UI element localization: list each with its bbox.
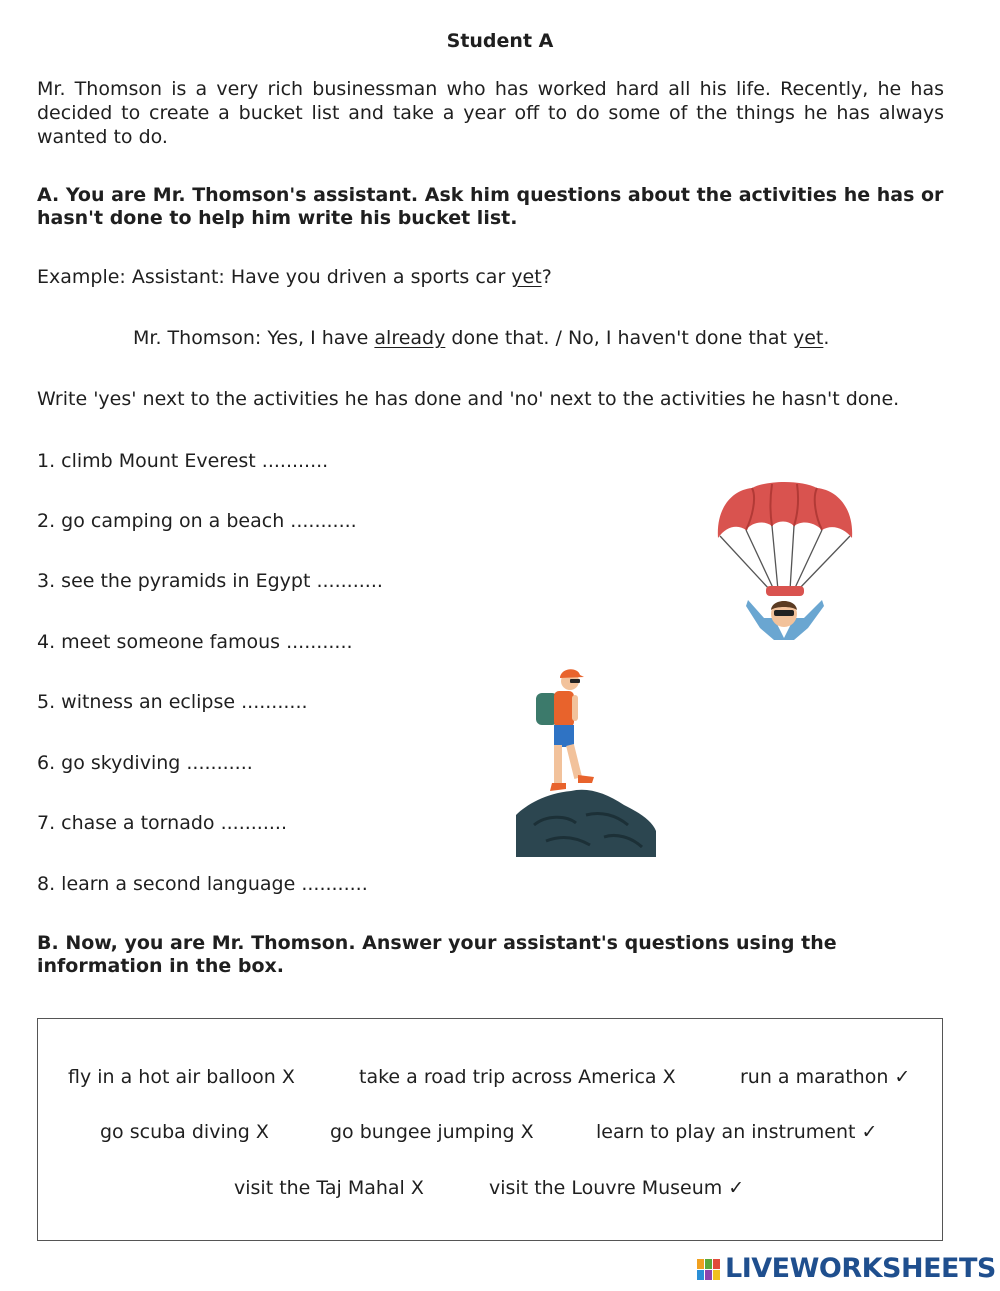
- example-answer-period: .: [823, 327, 830, 349]
- box-item: take a road trip across America X: [359, 1066, 676, 1088]
- example-answer: [133, 327, 829, 349]
- box-item: run a marathon ✓: [740, 1066, 911, 1088]
- box-item: visit the Taj Mahal X: [234, 1177, 424, 1199]
- parachute-canopy: [718, 482, 852, 538]
- activity-item-3[interactable]: 3. see the pyramids in Egypt ...........: [37, 570, 383, 592]
- box-item: go bungee jumping X: [330, 1121, 534, 1143]
- box-item: fly in a hot air balloon X: [68, 1066, 295, 1088]
- logo-text: LIVEWORKSHEETS: [725, 1253, 996, 1284]
- example-answer-middle: done that. / No, I haven't done that: [445, 327, 793, 349]
- section-a-heading: A. You are Mr. Thomson's assistant. Ask him questions about the activities he has or hasn't done to help him write his bucket list.: [37, 184, 944, 229]
- instruction: Write 'yes' next to the activities he has done and 'no' next to the activities he hasn't done.: [37, 388, 900, 410]
- activity-item-4[interactable]: 4. meet someone famous ...........: [37, 631, 353, 653]
- box-item: go scuba diving X: [100, 1121, 269, 1143]
- activity-item-8[interactable]: 8. learn a second language ...........: [37, 873, 368, 895]
- activity-item-5[interactable]: 5. witness an eclipse ...........: [37, 691, 308, 713]
- example-question: [37, 266, 552, 288]
- info-box: [37, 1018, 943, 1241]
- example-answer-text: Mr. Thomson: Yes, I have: [133, 327, 375, 349]
- box-item: visit the Louvre Museum ✓: [489, 1177, 745, 1199]
- activity-item-2[interactable]: 2. go camping on a beach ...........: [37, 510, 357, 532]
- box-row-2: [38, 1119, 942, 1145]
- logo-blocks-icon: [697, 1259, 721, 1281]
- intro-paragraph: Mr. Thomson is a very rich businessman who has worked hard all his life. Recently, he has decided to create a bucket list and take a year off to do some of the things he has always wanted to do.: [37, 78, 944, 148]
- hiker: [536, 669, 594, 791]
- box-row-1: [38, 1064, 942, 1090]
- example-question-text: Example: Assistant: Have you driven a sports car: [37, 266, 512, 288]
- example-answer-yet: yet: [792, 327, 824, 349]
- hiker-illustration: [516, 665, 656, 857]
- skydiver: [746, 600, 824, 640]
- activity-item-1[interactable]: 1. climb Mount Everest ...........: [37, 450, 329, 472]
- harness: [766, 586, 804, 596]
- box-item: learn to play an instrument ✓: [596, 1121, 878, 1143]
- activity-item-7[interactable]: 7. chase a tornado ...........: [37, 812, 288, 834]
- example-yet: yet: [511, 266, 542, 288]
- section-b-heading: B. Now, you are Mr. Thomson. Answer your assistant's questions using the information in the box.: [37, 932, 837, 977]
- page-title: Student A: [446, 30, 554, 52]
- box-row-3: [38, 1175, 942, 1201]
- activity-item-6[interactable]: 6. go skydiving ...........: [37, 752, 253, 774]
- example-question-mark: ?: [541, 266, 552, 288]
- example-already: already: [374, 327, 446, 349]
- liveworksheets-logo[interactable]: [697, 1252, 997, 1286]
- parachute-lines: [720, 526, 850, 590]
- parachute-illustration: [712, 478, 857, 648]
